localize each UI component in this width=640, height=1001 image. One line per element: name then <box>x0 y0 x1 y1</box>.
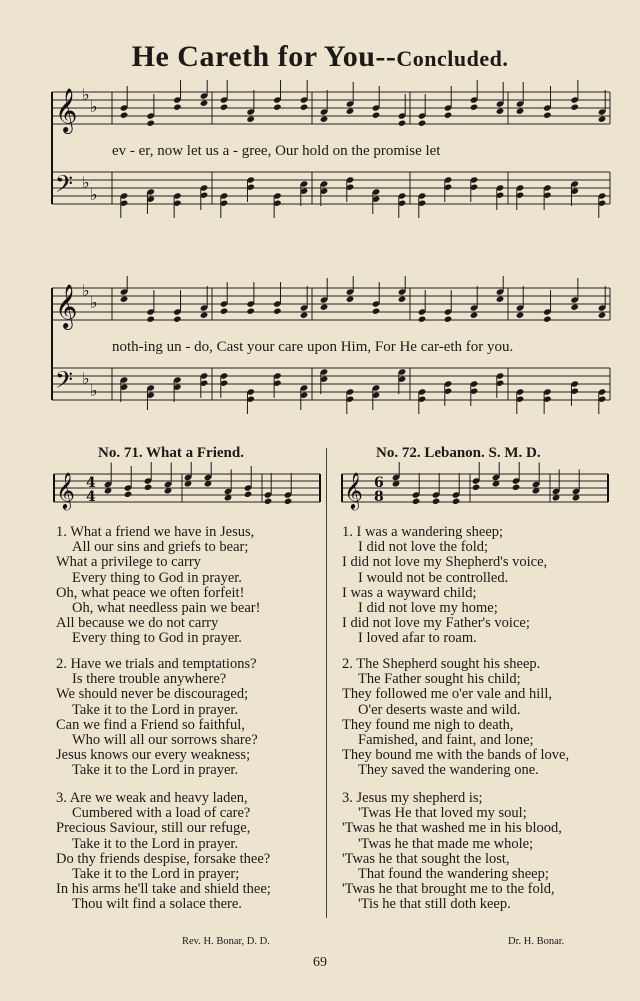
treble-note-head <box>543 112 552 119</box>
stanza-line: Precious Saviour, still our refuge, <box>56 820 251 837</box>
treble-note-head <box>444 112 453 119</box>
mini-note-head <box>472 484 481 491</box>
bass-clef-icon: 𝄢 <box>55 366 74 399</box>
treble-note-head <box>398 296 407 303</box>
stanza-line: That found the wandering sheep; <box>358 866 549 883</box>
stanza-line: 'Tis he that still doth keep. <box>358 896 511 913</box>
stanza-line: I did not love my home; <box>358 600 498 617</box>
stanza-line: I would not be controlled. <box>358 569 509 586</box>
treble-note-head <box>120 112 129 119</box>
hymn-72-author: Dr. H. Bonar. <box>508 936 565 947</box>
treble-note-head <box>418 120 427 127</box>
bass-clef-icon: 𝄢 <box>55 170 74 203</box>
hymn-72-staff <box>340 462 610 524</box>
time-signature-top: 6 <box>374 475 384 491</box>
column-divider <box>326 448 327 918</box>
treble-note-head <box>346 296 355 303</box>
stanza-line: Thou wilt find a solace there. <box>72 896 242 913</box>
stanza-line: O'er deserts waste and wild. <box>358 701 521 718</box>
treble-note-head <box>273 308 282 315</box>
treble-note-head <box>496 108 505 115</box>
stanza-line: I did not love my Father's voice; <box>342 615 530 632</box>
treble-note-head <box>200 312 209 319</box>
treble-note-head <box>246 308 255 315</box>
hymn-72-heading: No. 72. Lebanon. S. M. D. <box>376 445 541 461</box>
stanza-line: Take it to the Lord in prayer. <box>72 701 239 718</box>
hymn-71-author: Rev. H. Bonar, D. D. <box>182 936 270 947</box>
flat-sign-icon: ♭ <box>90 97 98 116</box>
page-title <box>0 40 640 74</box>
stanza-line: 2. Have we trials and temptations? <box>56 656 257 672</box>
stanza-line: Who will all our sorrows share? <box>72 732 258 749</box>
system-1-lyrics: ev - er, now let us a - gree, Our hold on the promise let <box>112 143 441 159</box>
treble-note-head <box>470 312 479 319</box>
flat-sign-icon: ♭ <box>82 85 90 104</box>
stanza-1 <box>342 525 547 647</box>
stanza-line: 3. Are we weak and heavy laden, <box>56 790 248 806</box>
stanza-line: Every thing to God in prayer. <box>72 630 242 647</box>
mini-note-head <box>144 484 153 491</box>
treble-note-head <box>300 312 309 319</box>
stanza-line: They bound me with the bands of love, <box>342 747 570 764</box>
title-suffix: Concluded. <box>396 46 509 71</box>
treble-note-head <box>372 308 381 315</box>
stanza-line: We should never be discouraged; <box>56 686 249 703</box>
treble-note-head <box>516 312 525 319</box>
stanza-line: 1. I was a wandering sheep; <box>342 524 504 540</box>
treble-note-head <box>146 120 155 127</box>
title-main: He Careth for You-- <box>131 40 397 73</box>
treble-note-head <box>372 112 381 119</box>
treble-note-head <box>444 316 453 323</box>
stanza-3 <box>56 791 271 913</box>
treble-note-head <box>398 120 407 127</box>
mini-note-head <box>264 498 273 505</box>
treble-note-head <box>598 116 607 123</box>
stanza-line: The Father sought his child; <box>358 671 521 688</box>
time-signature-bottom: 4 <box>86 489 96 505</box>
mini-note-head <box>412 498 421 505</box>
treble-note-head <box>300 104 309 111</box>
treble-note-head <box>470 104 479 111</box>
treble-note-head <box>120 296 129 303</box>
stanza-line: 'Twas he that brought me to the fold, <box>342 881 555 898</box>
treble-note-head <box>598 312 607 319</box>
treble-note-head <box>173 104 182 111</box>
flat-sign-icon: ♭ <box>82 369 90 388</box>
treble-note-head <box>543 316 552 323</box>
treble-note-head <box>246 116 255 123</box>
stanza-line: 1. What a friend we have in Jesus, <box>56 524 255 540</box>
stanza-line: 'Twas he that sought the lost, <box>342 850 510 867</box>
stanza-line: All because we do not carry <box>56 615 219 632</box>
treble-clef-icon: 𝄞 <box>55 284 78 328</box>
stanza-line: 3. Jesus my shepherd is; <box>342 790 483 806</box>
stanza-line: Every thing to God in prayer. <box>72 569 242 586</box>
mini-note-head <box>432 498 441 505</box>
music-system-1 <box>0 80 640 225</box>
treble-note-head <box>173 316 182 323</box>
treble-note-head <box>496 296 505 303</box>
stanza-line: Take it to the Lord in prayer. <box>72 835 239 852</box>
stanza-line: I did not love the fold; <box>358 539 489 556</box>
music-system-2 <box>0 276 640 421</box>
stanza-2 <box>342 657 569 779</box>
stanza-line: Take it to the Lord in prayer. <box>72 762 239 779</box>
stanza-line: 2. The Shepherd sought his sheep. <box>342 656 541 672</box>
treble-note-head <box>418 316 427 323</box>
treble-note-head <box>220 308 229 315</box>
mini-note-head <box>124 491 133 498</box>
flat-sign-icon: ♭ <box>82 281 90 300</box>
mini-note-head <box>284 498 293 505</box>
treble-note-head <box>220 104 229 111</box>
flat-sign-icon: ♭ <box>90 381 98 400</box>
page-number: 69 <box>313 955 327 970</box>
flat-sign-icon: ♭ <box>90 293 98 312</box>
hymn-71-heading: No. 71. What a Friend. <box>98 445 244 461</box>
stanza-line: They found me nigh to death, <box>342 716 514 733</box>
treble-note-head <box>273 104 282 111</box>
stanza-line: 'Twas He that loved my soul; <box>358 805 527 822</box>
stanza-line: All our sins and griefs to bear; <box>72 539 249 556</box>
treble-note-head <box>320 116 329 123</box>
stanza-line: In his arms he'll take and shield thee; <box>56 881 271 898</box>
stanza-3 <box>342 791 562 913</box>
time-signature-bottom: 8 <box>374 489 384 505</box>
treble-note-head <box>146 316 155 323</box>
stanza-line: 'Twas he that washed me in his blood, <box>342 820 562 837</box>
stanza-line: They saved the wandering one. <box>358 762 539 779</box>
stanza-line: Is there trouble anywhere? <box>72 671 227 688</box>
stanza-line: Take it to the Lord in prayer; <box>72 866 240 883</box>
stanza-line: 'Twas he that made me whole; <box>358 835 534 852</box>
mini-note-head <box>512 484 521 491</box>
treble-clef-icon: 𝄞 <box>55 88 78 132</box>
treble-note-head <box>200 100 209 107</box>
mini-note-head <box>244 491 253 498</box>
treble-note-head <box>320 304 329 311</box>
stanza-line: What a privilege to carry <box>56 554 201 571</box>
treble-clef-icon: 𝄞 <box>344 471 363 509</box>
stanza-1 <box>56 525 260 647</box>
hymn-71-staff <box>52 462 322 524</box>
stanza-line: I was a wayward child; <box>342 584 477 601</box>
treble-note-head <box>516 108 525 115</box>
stanza-line: Can we find a Friend so faithful, <box>56 716 245 733</box>
stanza-line: They followed me o'er vale and hill, <box>342 686 552 703</box>
stanza-line: Cumbered with a load of care? <box>72 805 251 822</box>
flat-sign-icon: ♭ <box>82 173 90 192</box>
stanza-line: Oh, what needless pain we bear! <box>72 600 261 617</box>
stanza-line: Do thy friends despise, forsake thee? <box>56 850 271 867</box>
stanza-2 <box>56 657 258 779</box>
stanza-line: Famished, and faint, and lone; <box>358 732 534 749</box>
treble-note-head <box>570 104 579 111</box>
treble-note-head <box>346 108 355 115</box>
treble-clef-icon: 𝄞 <box>56 471 75 509</box>
stanza-line: Oh, what peace we often forfeit! <box>56 584 245 601</box>
mini-note-head <box>452 498 461 505</box>
treble-note-head <box>570 304 579 311</box>
flat-sign-icon: ♭ <box>90 185 98 204</box>
stanza-line: I loved afar to roam. <box>358 630 477 647</box>
stanza-line: Jesus knows our every weakness; <box>56 747 251 764</box>
time-signature-top: 4 <box>86 475 96 491</box>
stanza-line: I did not love my Shepherd's voice, <box>342 554 548 571</box>
system-2-lyrics: noth-ing un - do, Cast your care upon Him, For He car-eth for you. <box>112 339 514 355</box>
